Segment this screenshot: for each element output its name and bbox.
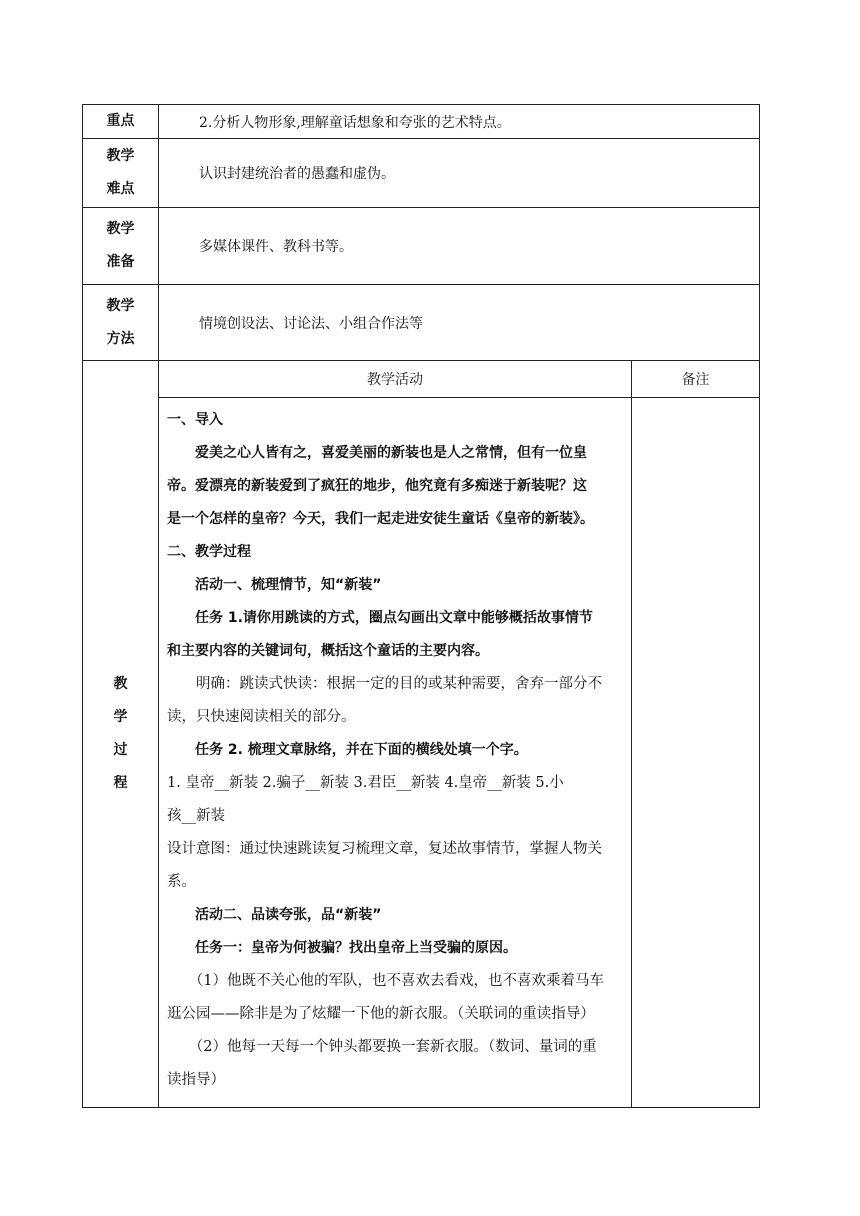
reason-one-line: 逛公园——除非是为了炫耀一下他的新衣服。（关联词的重读指导）: [167, 1006, 595, 1022]
row-difficulty: [83, 139, 760, 208]
clarify-line: 读，只快速阅读相关的部分。: [167, 709, 356, 725]
notes-cell: [632, 398, 760, 1108]
label-preparation-line1: 教学: [106, 221, 135, 237]
fill-blank-line: 孩__新装: [167, 808, 225, 824]
section-process-heading: 二、教学过程: [167, 544, 251, 560]
key-point-text: 2.分析人物形象,理解童话想象和夸张的艺术特点。: [159, 105, 760, 139]
method-text: 情境创设法、讨论法、小组合作法等: [159, 285, 760, 361]
col-header-notes: 备注: [632, 361, 760, 398]
label-key-point: 重点: [83, 105, 159, 139]
reason-two-line: 读指导）: [167, 1072, 225, 1088]
reason-one-line: （1）他既不关心他的军队，也不喜欢去看戏，也不喜欢乘着马车: [188, 973, 604, 989]
row-preparation: [83, 208, 760, 285]
label-process-char-1: 教: [113, 676, 128, 692]
label-preparation-line2: 准备: [106, 254, 135, 270]
label-process-char-4: 程: [113, 775, 128, 791]
activity-two-heading: 活动二、品读夸张，品“新装”: [195, 907, 382, 923]
label-process-char-3: 过: [113, 742, 128, 758]
label-method: [83, 285, 159, 361]
design-intent-line: 系。: [167, 874, 196, 890]
reason-two-line: （2）他每一天每一个钟头都要换一套新衣服。（数词、量词的重: [188, 1039, 597, 1055]
task-one-line: 和主要内容的关键词句，概括这个童话的主要内容。: [167, 643, 489, 659]
row-method: [83, 285, 760, 361]
label-process-char-2: 学: [113, 709, 128, 725]
paragraph-line: 爱美之心人皆有之，喜爱美丽的新装也是人之常情，但有一位皇: [195, 445, 587, 461]
section-intro-heading: 一、导入: [167, 412, 223, 428]
lesson-plan-table: [82, 104, 760, 1108]
label-process: [83, 361, 159, 1108]
activity-content: [159, 398, 632, 1108]
task-question-line: 任务一：皇帝为何被骗？找出皇帝上当受骗的原因。: [195, 940, 517, 956]
row-process-body: [83, 398, 760, 1108]
row-process-header: [83, 361, 760, 398]
activity-one-heading: 活动一、梳理情节，知“新装”: [195, 577, 382, 593]
label-difficulty-line2: 难点: [106, 181, 135, 197]
paragraph-line: 帝。爱漂亮的新装爱到了疯狂的地步，他究竟有多痴迷于新装呢？这: [167, 478, 587, 494]
difficulty-text: 认识封建统治者的愚蠢和虚伪。: [159, 139, 760, 208]
label-method-line2: 方法: [106, 330, 135, 347]
clarify-line: 明确：跳读式快读：根据一定的目的或某种需要，舍弃一部分不: [196, 676, 602, 692]
preparation-text: 多媒体课件、教科书等。: [159, 208, 760, 285]
label-preparation: [83, 208, 159, 285]
paragraph-line: 是一个怎样的皇帝？今天，我们一起走进安徒生童话《皇帝的新装》。: [167, 511, 594, 527]
design-intent-line: 设计意图：通过快速跳读复习梳理文章，复述故事情节，掌握人物关: [167, 841, 602, 857]
label-method-line1: 教学: [106, 297, 135, 314]
task-two-line: 任务 2. 梳理文章脉络，并在下面的横线处填一个字。: [195, 742, 528, 758]
label-difficulty: [83, 139, 159, 208]
task-one-line: 任务 1.请你用跳读的方式，圈点勾画出文章中能够概括故事情节: [195, 610, 593, 626]
fill-blank-line: 1. 皇帝__新装 2.骗子__新装 3.君臣__新装 4.皇帝__新装 5.小: [167, 775, 564, 791]
row-key-point: [83, 105, 760, 139]
col-header-activity: 教学活动: [159, 361, 632, 398]
label-difficulty-line1: 教学: [106, 148, 135, 164]
